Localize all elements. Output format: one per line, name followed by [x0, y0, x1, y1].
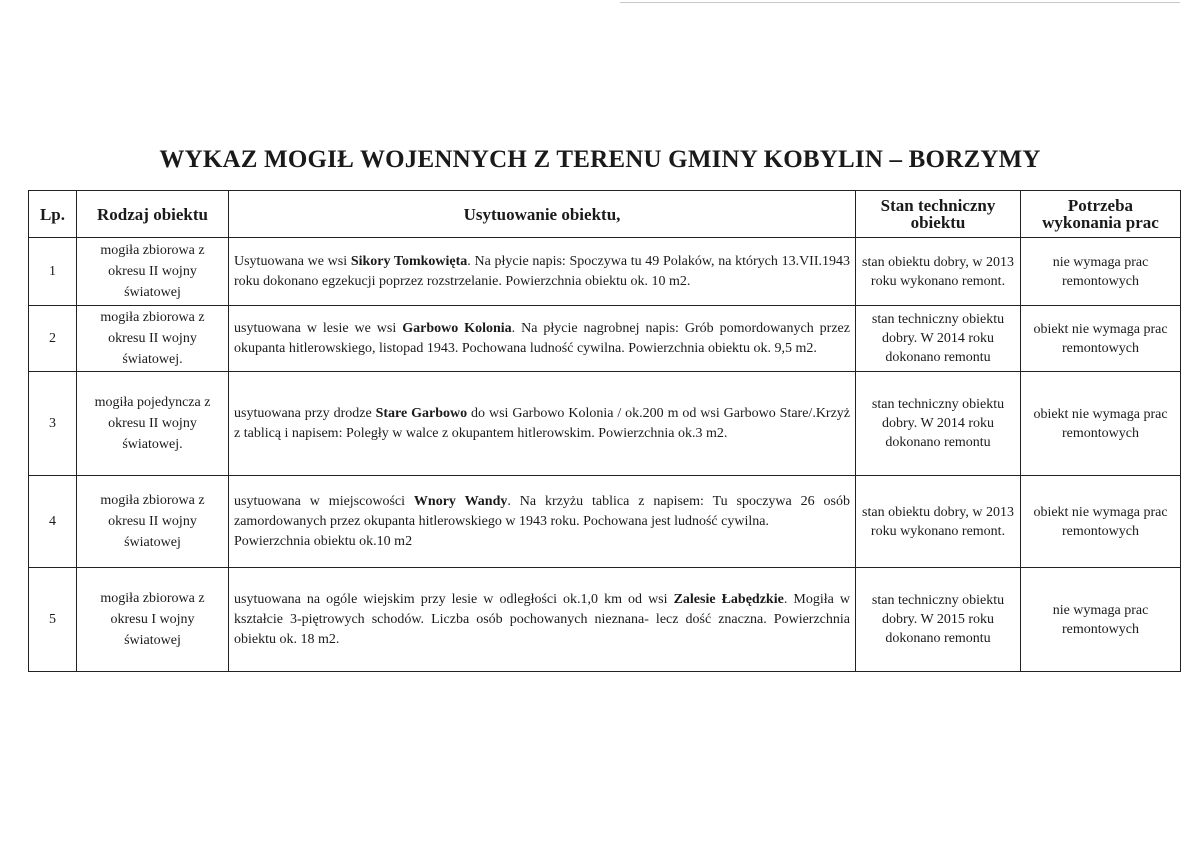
table-row	[29, 306, 1181, 372]
location-text: . Mogiła w kształcie 3-piętrowych schodów. Liczba osób pochowanych nieznana- lecz dość znaczna. Powierzchnia obiektu ok. 18 m2.	[234, 591, 850, 647]
location-place-name: Garbowo Kolonia	[402, 320, 512, 336]
location-text: usytuowana w lesie we wsi	[234, 320, 403, 336]
cell-need: obiekt nie wymaga prac remontowych	[1021, 372, 1181, 476]
war-graves-table	[28, 190, 1181, 672]
location-place-name: Sikory Tomkowięta	[350, 253, 468, 269]
cell-lp: 1	[29, 238, 77, 306]
location-place-name: Stare Garbowo	[375, 405, 468, 421]
header-need-line2: wykonania prac	[1042, 213, 1159, 232]
cell-location	[229, 238, 856, 306]
header-need	[1021, 191, 1181, 238]
cell-location	[229, 372, 856, 476]
location-text: usytuowana przy drodze	[234, 405, 376, 421]
cell-state: stan techniczny obiektu dobry. W 2014 roku dokonano remontu	[856, 306, 1021, 372]
table-row	[29, 372, 1181, 476]
location-text: usytuowana na ogóle wiejskim przy lesie w odległości ok.1,0 km od wsi	[234, 591, 674, 607]
document-title: WYKAZ MOGIŁ WOJENNYCH Z TERENU GMINY KOBYLIN – BORZYMY	[159, 146, 1041, 173]
header-location: Usytuowanie obiektu,	[229, 191, 856, 238]
cell-need: nie wymaga prac remontowych	[1021, 568, 1181, 672]
scan-edge-line	[620, 2, 1180, 3]
cell-type: mogiła zbiorowa z okresu II wojny światowej.	[77, 306, 229, 372]
cell-lp: 2	[29, 306, 77, 372]
table-row	[29, 568, 1181, 672]
cell-need: nie wymaga prac remontowych	[1021, 238, 1181, 306]
cell-location	[229, 306, 856, 372]
cell-location	[229, 568, 856, 672]
cell-lp: 3	[29, 372, 77, 476]
cell-lp: 5	[29, 568, 77, 672]
header-need-line1: Potrzeba	[1067, 196, 1134, 215]
header-state	[856, 191, 1021, 238]
cell-type: mogiła zbiorowa z okresu II wojny światowej	[77, 476, 229, 568]
cell-type: mogiła zbiorowa z okresu I wojny światowej	[77, 568, 229, 672]
location-text: . Na krzyżu tablica z napisem: Tu spoczywa 26 osób zamordowanych przez okupanta hitlerowskiego w 1943 roku. Pochowana jest ludność cywilna.	[234, 493, 850, 529]
cell-type: mogiła zbiorowa z okresu II wojny światowej	[77, 238, 229, 306]
cell-state: stan techniczny obiektu dobry. W 2014 roku dokonano remontu	[856, 372, 1021, 476]
location-text: . Na płycie nagrobnej napis: Grób pomordowanych przez okupanta hitlerowskiego, listopad 1943. Pochowana ludność cywilna. Powierzchnia obiektu ok. 9,5 m2.	[234, 320, 850, 356]
header-lp: Lp.	[29, 191, 77, 238]
cell-location	[229, 476, 856, 568]
header-state-line1: Stan techniczny	[880, 196, 996, 215]
cell-state: stan obiektu dobry, w 2013 roku wykonano remont.	[856, 476, 1021, 568]
header-type: Rodzaj obiektu	[77, 191, 229, 238]
table-row	[29, 238, 1181, 306]
location-text: usytuowana w miejscowości	[234, 493, 414, 509]
table-row	[29, 476, 1181, 568]
cell-lp: 4	[29, 476, 77, 568]
location-place-name: Wnory Wandy	[413, 493, 508, 509]
cell-type: mogiła pojedyncza z okresu II wojny światowej.	[77, 372, 229, 476]
cell-need: obiekt nie wymaga prac remontowych	[1021, 306, 1181, 372]
location-text: do wsi Garbowo Kolonia / ok.200 m od wsi Garbowo Stare/.Krzyż z tablicą i napisem: Poległy w walce z okupantem hitlerowskim. Powierzchnia ok.3 m2.	[234, 405, 851, 441]
table-header-row	[29, 191, 1181, 238]
location-text: Usytuowana we wsi	[234, 253, 351, 269]
cell-state: stan techniczny obiektu dobry. W 2015 roku dokonano remontu	[856, 568, 1021, 672]
location-text: . Na płycie napis: Spoczywa tu 49 Polaków, na których 13.VII.1943 roku dokonano egzekucji poprzez rozstrzelanie. Powierzchnia obiektu ok. 10 m2.	[234, 253, 850, 289]
cell-state: stan obiektu dobry, w 2013 roku wykonano remont.	[856, 238, 1021, 306]
header-state-line2: obiektu	[910, 213, 966, 232]
location-area-text: Powierzchnia obiektu ok.10 m2	[234, 533, 413, 549]
cell-need: obiekt nie wymaga prac remontowych	[1021, 476, 1181, 568]
location-place-name: Zalesie Łabędzkie	[673, 591, 784, 607]
